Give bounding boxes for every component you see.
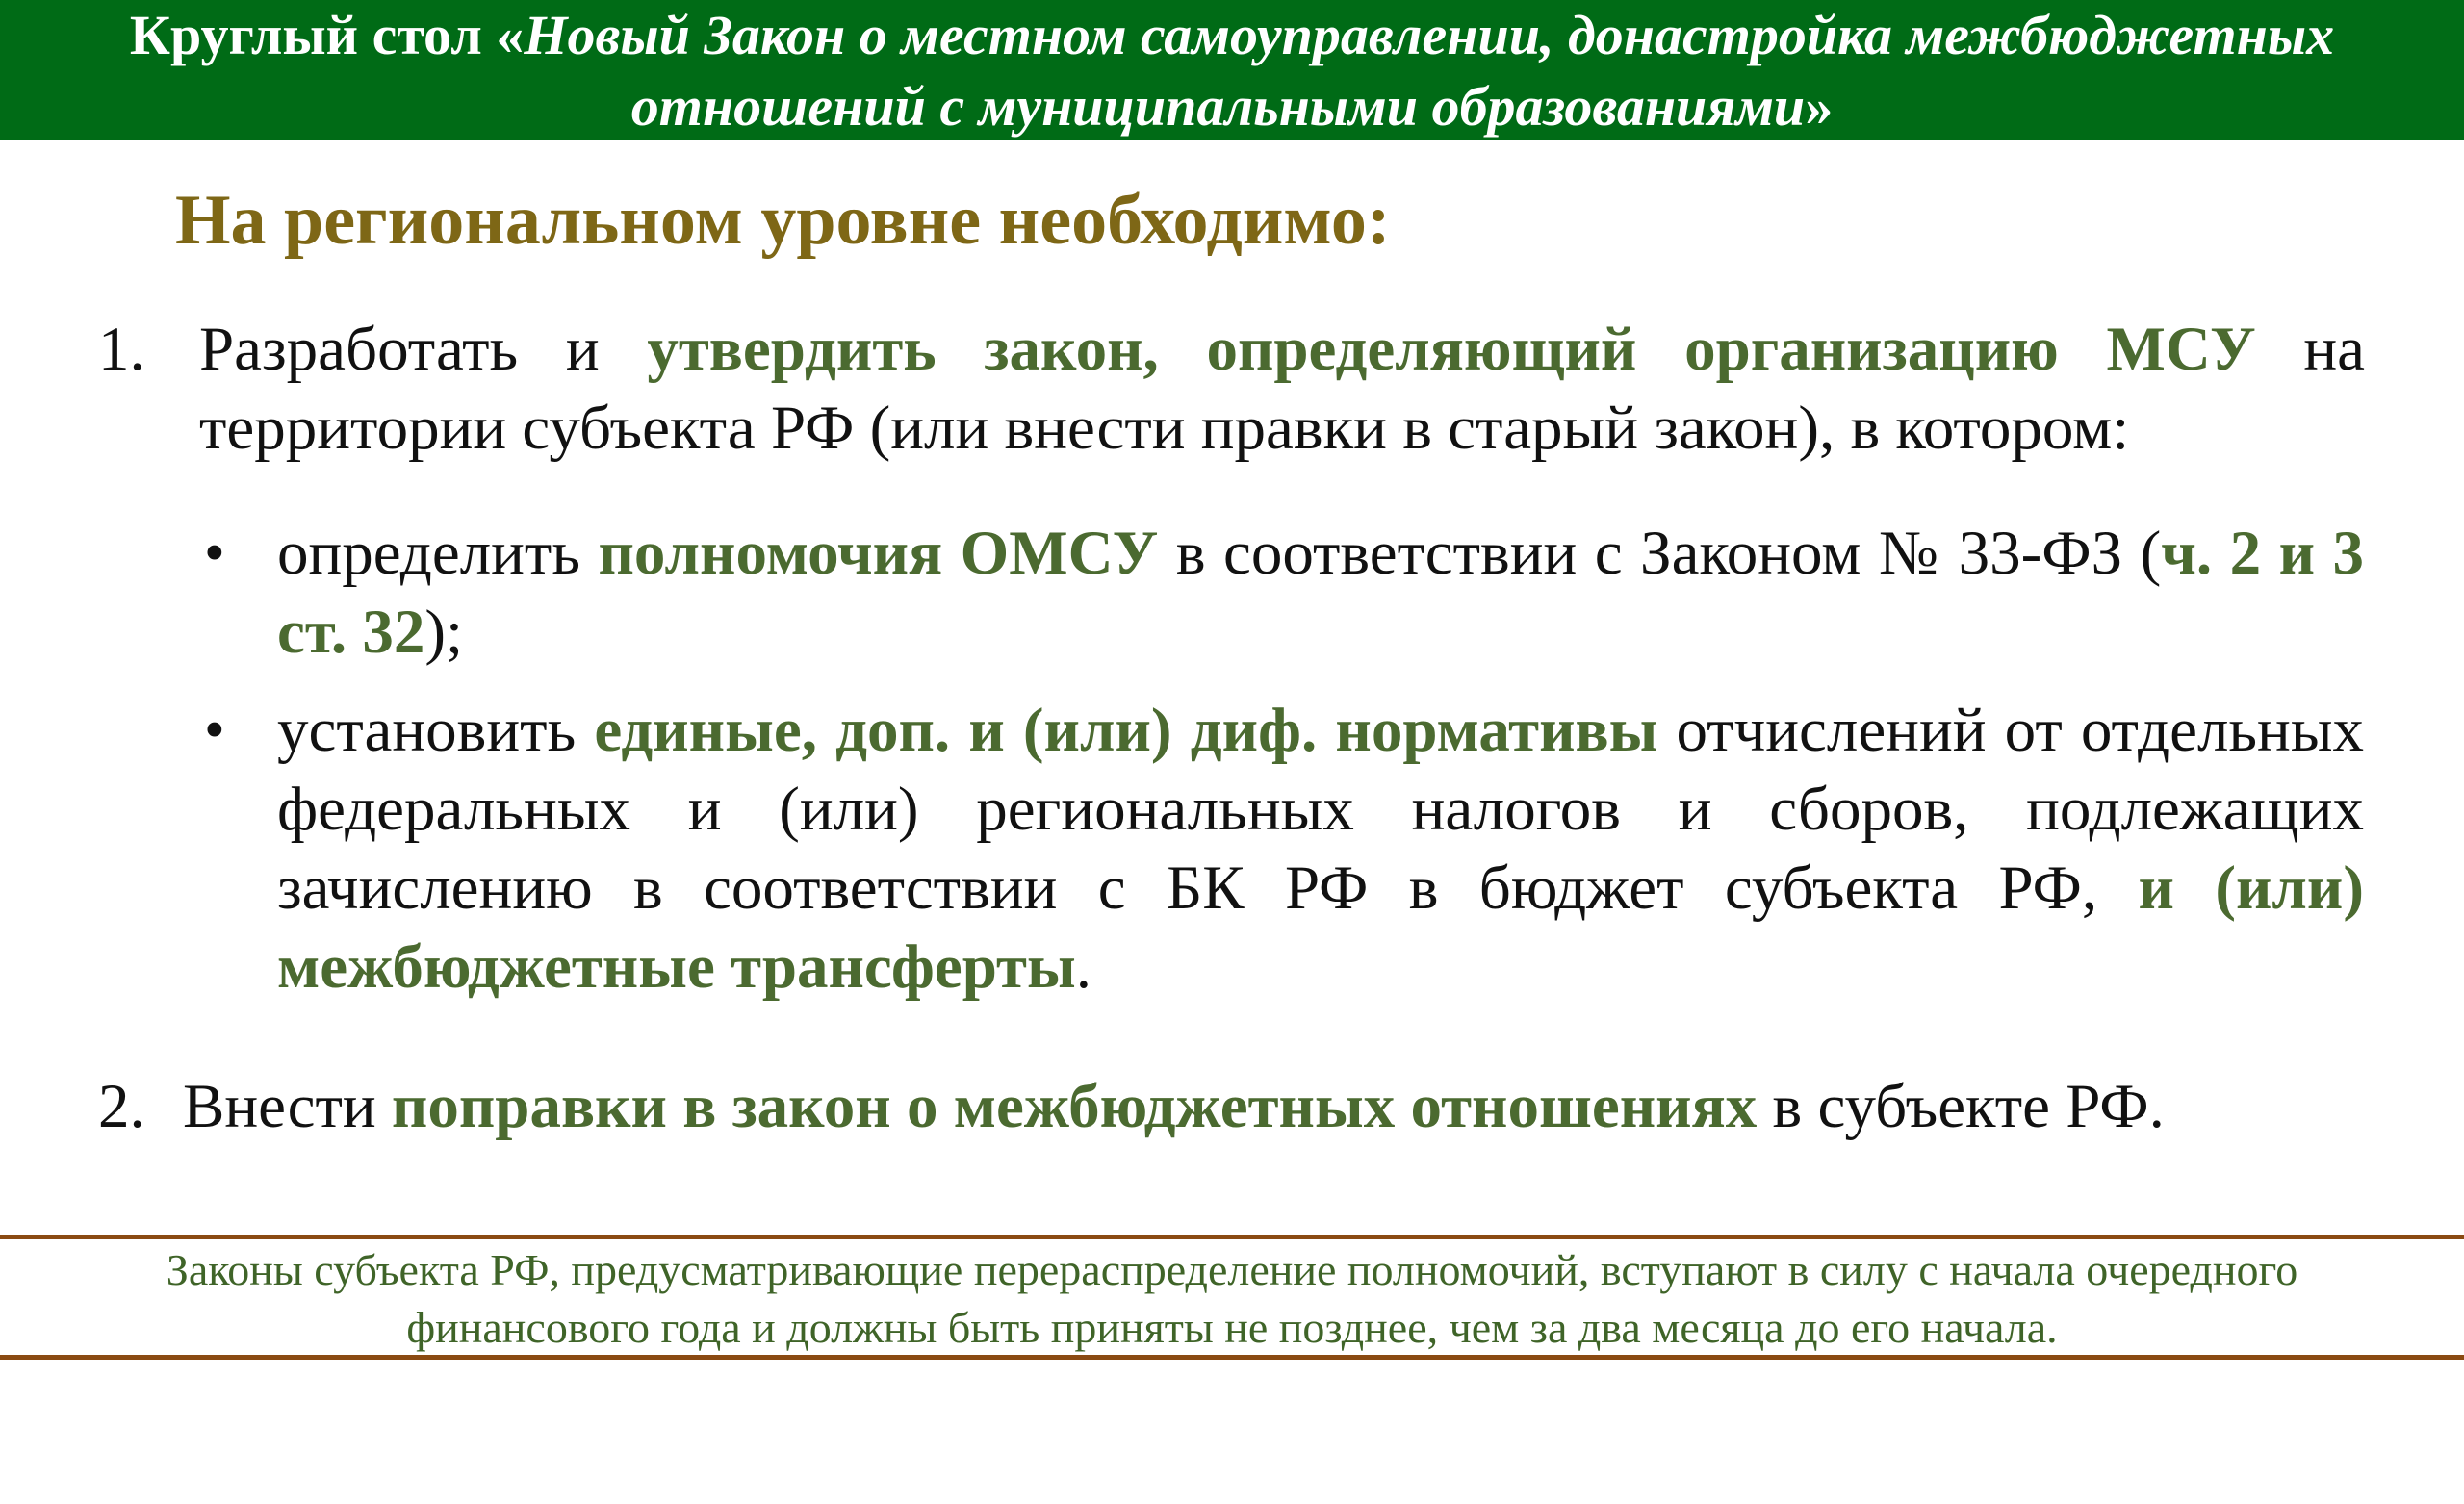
header-title-close: »	[1805, 75, 1834, 138]
item-number-1: 1.	[98, 315, 145, 384]
bullet2-highlight-b: и (или) межбюджетные трансферты	[277, 854, 2364, 1002]
bullet2-text-b: отчислений от отдельных федеральных и (или) региональных налогов и сборов, подлежащих зачислению в соответствии с БК РФ в бюджет субъекта РФ,	[277, 696, 2365, 923]
item-number-2: 2.	[98, 1072, 145, 1141]
bullet2-highlight-a: единые, доп. и (или) диф. нормативы	[594, 696, 1658, 765]
item1-highlight: утвердить закон, определяющий организацию МСУ	[647, 315, 2256, 384]
bullet1-text-a: определить	[277, 519, 599, 588]
list-item-1	[199, 310, 2365, 468]
footer-line-1: Законы субъекта РФ, предусматривающие перераспределение полномочий, вступают в силу с начала очередного	[166, 1245, 2298, 1294]
footer-note	[0, 1241, 2464, 1357]
footer-line-2: финансового года и должны быть приняты не позднее, чем за два месяца до его начала.	[406, 1303, 2058, 1352]
bullet-item-2	[277, 691, 2364, 1007]
item2-text-a: Внести	[183, 1072, 392, 1141]
page-heading: На региональном уровне необходимо:	[175, 181, 1391, 260]
bullet-marker-2: •	[204, 698, 225, 763]
item1-text-b: на территории субъекта РФ (или внести правки в старый закон), в котором:	[199, 315, 2366, 463]
bullet2-text-a: установить	[277, 696, 595, 765]
bullet1-text-c: );	[424, 598, 464, 667]
header-title-italic-2: отношений с муниципальными образованиями	[630, 75, 1806, 138]
header-title-line1	[0, 0, 2464, 71]
bullet2-text-c: .	[1075, 932, 1091, 1002]
header-title-italic-1: Новый Закон о местном самоуправлении, донастройка межбюджетных	[524, 4, 2335, 66]
footer-divider-bottom	[0, 1355, 2464, 1360]
header-title-plain: Круглый стол «	[129, 4, 525, 66]
header-title-line2	[0, 71, 2464, 142]
list-item-2	[183, 1067, 2397, 1146]
item2-text-b: в субъекте РФ.	[1757, 1072, 2165, 1141]
bullet1-text-b: в соответствии с Законом № 33-ФЗ (	[1158, 519, 2162, 588]
bullet1-highlight-a: полномочия ОМСУ	[598, 519, 1159, 588]
item1-text-a: Разработать и	[199, 315, 648, 384]
footer-divider-top	[0, 1235, 2464, 1239]
bullet-marker-1: •	[204, 521, 225, 586]
item2-highlight: поправки в закон о межбюджетных отношениях	[391, 1072, 1758, 1141]
header-bar	[0, 0, 2464, 140]
bullet-item-1	[277, 514, 2364, 672]
bullet1-highlight-b: ч. 2 и 3 ст. 32	[277, 519, 2364, 667]
